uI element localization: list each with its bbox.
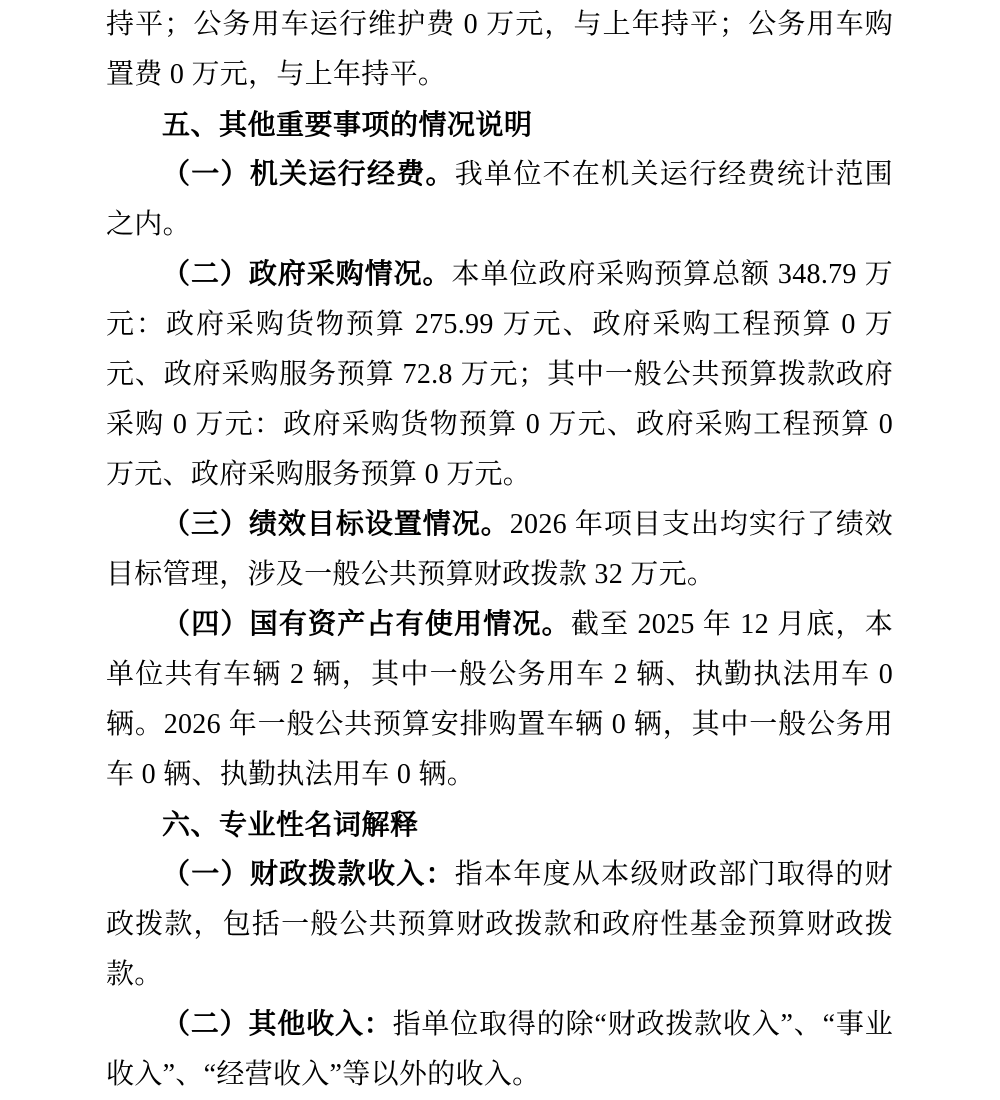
section-heading: 六、专业性名词解释 <box>162 809 419 840</box>
paragraph <box>106 150 893 250</box>
paragraph-lead: （二）其他收入： <box>162 1009 393 1040</box>
section-heading: 五、其他重要事项的情况说明 <box>162 109 533 140</box>
paragraph-lead: （一）财政拨款收入： <box>162 859 455 890</box>
paragraph <box>106 500 893 600</box>
paragraph <box>106 850 893 1000</box>
paragraph-lead: （二）政府采购情况。 <box>162 259 452 290</box>
paragraph <box>106 600 893 800</box>
paragraph-lead: （三）绩效目标设置情况。 <box>162 509 510 540</box>
paragraph <box>106 250 893 500</box>
paragraph-lead: （四）国有资产占有使用情况。 <box>162 609 571 640</box>
paragraph-text: 指单位取得的除“财政拨款收入”、“事业收入”、“经营收入”等以外的收入。 <box>106 1009 893 1090</box>
paragraph-text: 我单位不在机关运行经费统计范围之内。 <box>106 159 893 240</box>
paragraph-text: 截至 2025 年 12 月底，本单位共有车辆 2 辆，其中一般公务用车 2 辆、执勤执法用车 0 辆。2026 年一般公共预算安排购置车辆 0 辆，其中一般公务用车 0 辆、执勤执法用车 0 辆。 <box>106 609 893 790</box>
paragraph-text: 2026 年项目支出均实行了绩效目标管理，涉及一般公共预算财政拨款 32 万元。 <box>106 509 893 590</box>
paragraph-text: 本单位政府采购预算总额 348.79 万元：政府采购货物预算 275.99 万元、政府采购工程预算 0 万元、政府采购服务预算 72.8 万元；其中一般公共预算拨款政府采购 0 万元：政府采购货物预算 0 万元、政府采购工程预算 0 万元、政府采购服务预算 0 万元。 <box>106 259 893 490</box>
paragraph-text: 指本年度从本级财政部门取得的财政拨款，包括一般公共预算财政拨款和政府性基金预算财政拨款。 <box>106 859 893 990</box>
document-body <box>106 0 893 1100</box>
paragraph-lead: （一）机关运行经费。 <box>162 159 455 190</box>
paragraph <box>106 1000 893 1100</box>
paragraph: 持平；公务用车运行维护费 0 万元，与上年持平；公务用车购置费 0 万元，与上年持平。 <box>106 9 893 90</box>
